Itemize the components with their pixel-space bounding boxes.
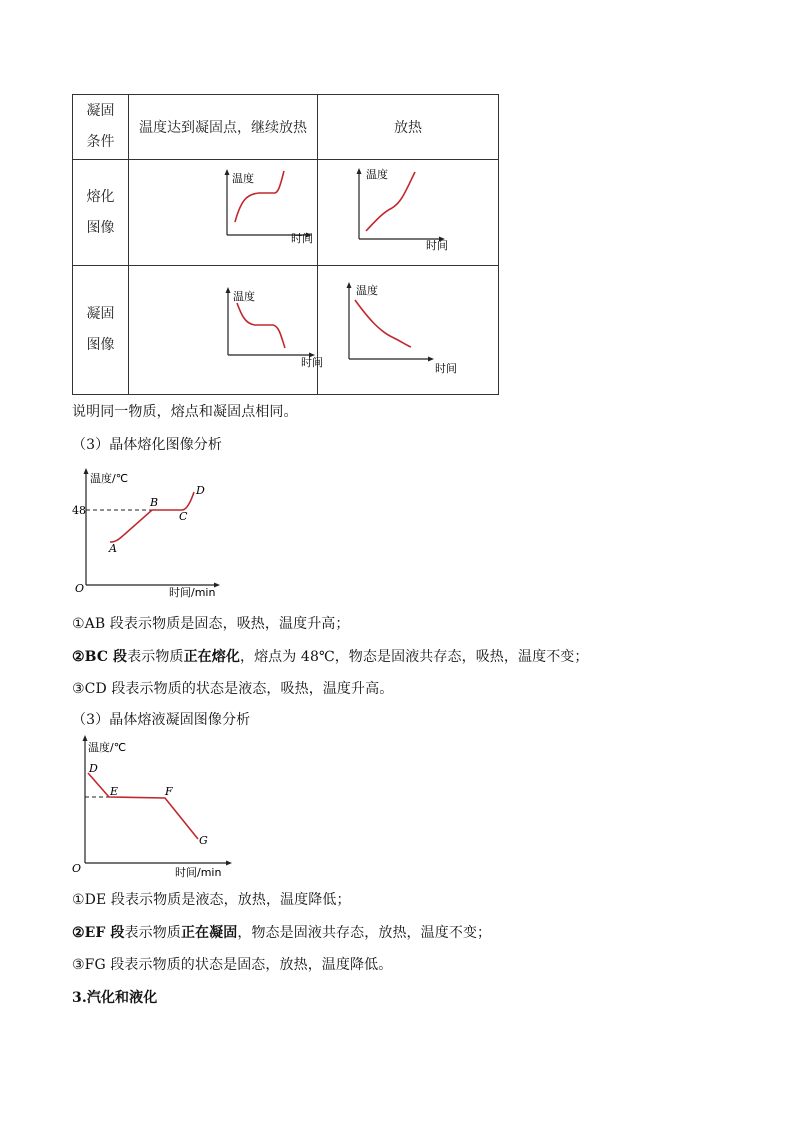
point-f-label: F <box>165 785 173 798</box>
melt-y-label: 温度/℃ <box>90 472 129 485</box>
graph-x-label: 时间 <box>301 356 323 369</box>
amorphous-freeze-graph <box>318 266 499 395</box>
point-g-label: G <box>199 834 208 847</box>
crystal-freeze-condition: 温度达到凝固点，继续放热 <box>129 95 318 160</box>
melt-chart <box>72 466 232 598</box>
table-row <box>73 160 499 266</box>
freeze-section-heading: （3）晶体熔液凝固图像分析 <box>72 712 251 728</box>
amorphous-melt-graph <box>318 160 499 266</box>
melt-section-heading: （3）晶体熔化图像分析 <box>72 437 223 453</box>
point-e-label: E <box>110 785 119 798</box>
note-text: 说明同一物质，熔点和凝固点相同。 <box>72 404 298 420</box>
graph-x-label: 时间 <box>435 362 457 375</box>
point-b-label: B <box>150 496 159 509</box>
melt-item-1: ①AB 段表示物质是固态，吸热，温度升高； <box>72 616 350 632</box>
freeze-item-2: ②EF 段表示物质正在凝固，物态是固液共存态，放热，温度不变； <box>72 925 492 941</box>
melt-item-3: ③CD 段表示物质的状态是液态，吸热，温度升高。 <box>72 681 394 697</box>
row-header-freeze-condition: 凝固 条件 <box>73 95 129 160</box>
graph-x-label: 时间 <box>426 239 448 252</box>
freeze-chart <box>72 731 242 879</box>
row-header-melt-graph: 熔化 图像 <box>73 160 129 266</box>
point-a-label: A <box>109 542 117 555</box>
origin-label: O <box>75 582 85 595</box>
amorphous-melt-graph-cell <box>318 160 499 266</box>
amorphous-freeze-graph-cell <box>318 266 499 395</box>
graph-x-label: 时间 <box>291 232 313 245</box>
crystal-freeze-graph-cell <box>129 266 323 395</box>
graph-y-label: 温度 <box>233 290 255 303</box>
point-c-label: C <box>179 510 188 523</box>
melt-item-2: ②BC 段表示物质正在熔化，熔点为 48℃，物态是固液共存态，吸热，温度不变； <box>72 649 589 665</box>
graph-y-label: 温度 <box>356 284 378 297</box>
table-row <box>73 266 499 395</box>
freeze-y-label: 温度/℃ <box>88 741 127 754</box>
crystal-melt-graph <box>129 160 318 266</box>
point-d-label: D <box>196 484 205 497</box>
point-d-label: D <box>89 762 98 775</box>
crystal-melt-graph-cell <box>129 160 318 266</box>
graph-y-label: 温度 <box>232 172 254 185</box>
table-row <box>73 95 499 160</box>
comparison-table <box>72 94 499 395</box>
origin-label: O <box>72 862 82 875</box>
amorphous-freeze-condition: 放热 <box>318 95 499 160</box>
freeze-curve <box>88 773 198 839</box>
row-header-freeze-graph: 凝固 图像 <box>73 266 129 395</box>
next-section-heading: 3.汽化和液化 <box>72 990 158 1006</box>
freeze-x-label: 时间/min <box>175 866 222 879</box>
melt-ytick-48: 48 <box>72 504 86 517</box>
freeze-item-1: ①DE 段表示物质是液态，放热，温度降低； <box>72 892 351 908</box>
freeze-item-3: ③FG 段表示物质的状态是固态，放热，温度降低。 <box>72 957 393 973</box>
crystal-freeze-graph <box>129 266 323 395</box>
melt-x-label: 时间/min <box>169 586 216 599</box>
graph-y-label: 温度 <box>366 168 388 181</box>
